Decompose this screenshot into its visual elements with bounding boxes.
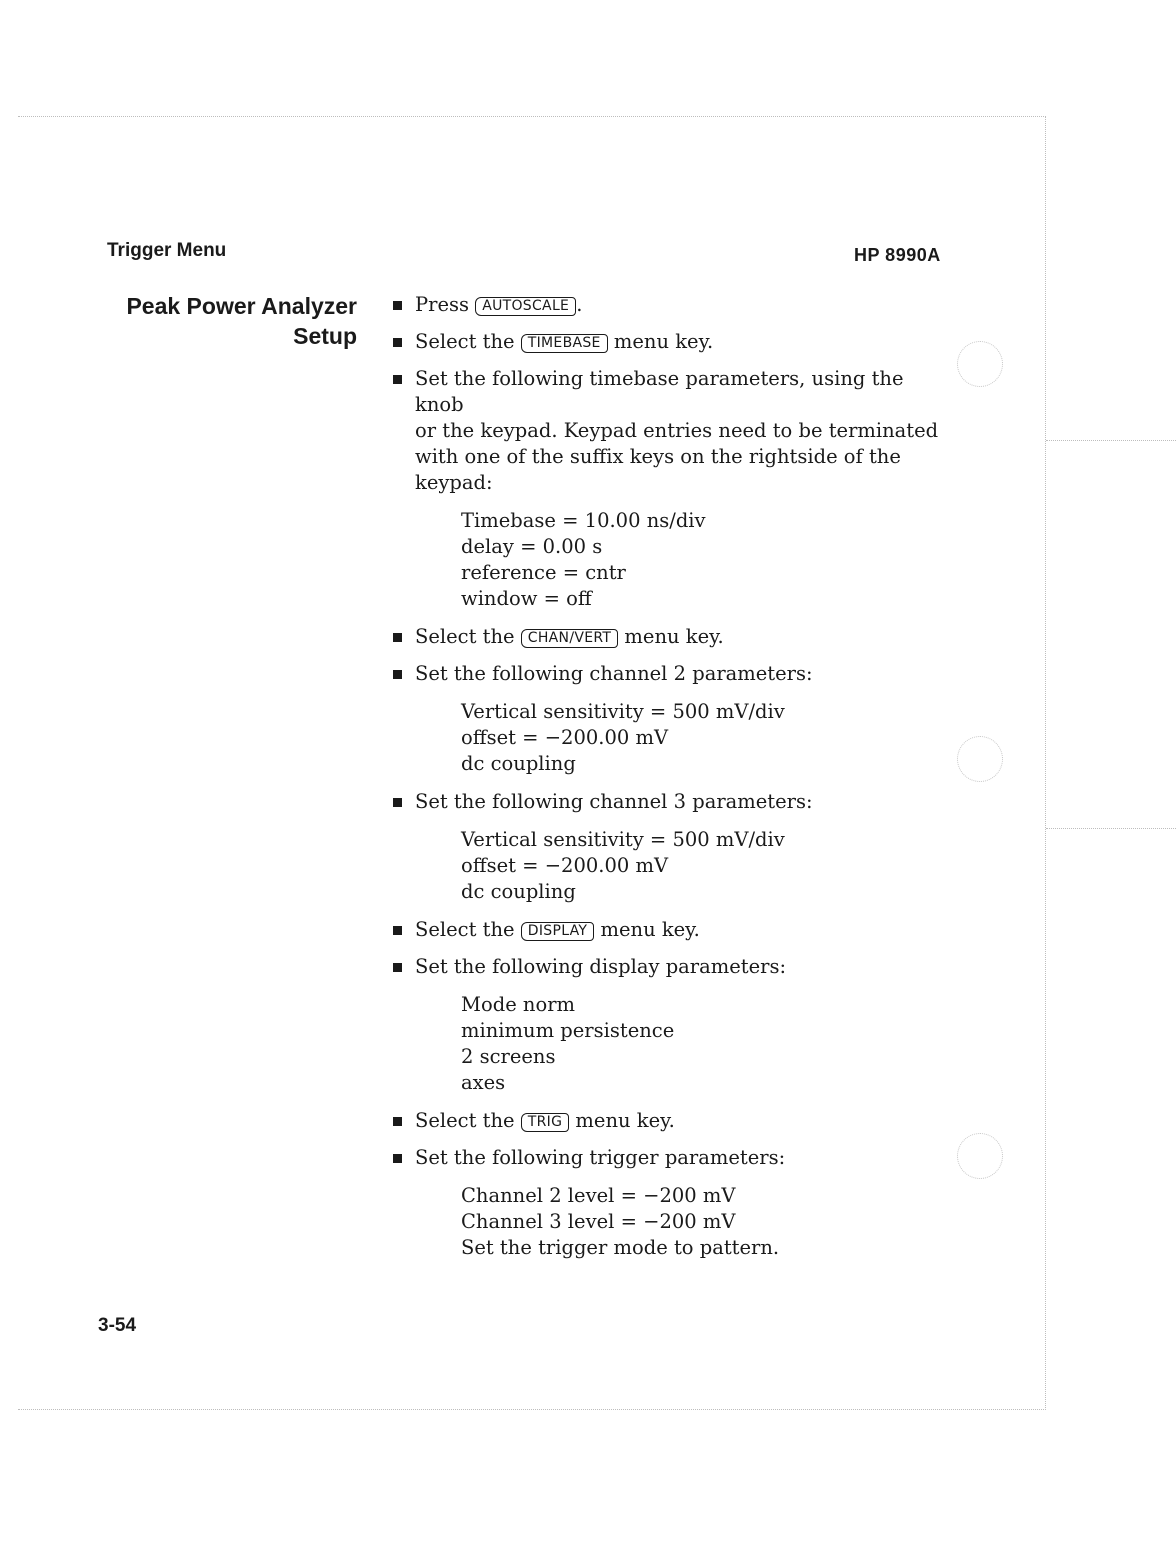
punch-hole-bottom [957, 1133, 1003, 1179]
param-line: Vertical sensitivity = 500 mV/div [461, 828, 785, 851]
param-list [461, 827, 949, 905]
bullet-icon [393, 338, 402, 347]
param-line: reference = cntr [461, 561, 626, 584]
page-border-right [1045, 116, 1046, 1410]
param-line: dc coupling [461, 880, 576, 903]
param-line: delay = 0.00 s [461, 535, 603, 558]
step-channel-2-params [389, 661, 949, 777]
punch-hole-top [957, 341, 1003, 387]
bullet-icon [393, 926, 402, 935]
bullet-icon [393, 301, 402, 310]
setup-steps [389, 292, 949, 1273]
section-title-line: Setup [293, 323, 357, 349]
punch-hole-middle [957, 736, 1003, 782]
timebase-key[interactable]: TIMEBASE [521, 334, 608, 353]
param-line: Set the trigger mode to pattern. [461, 1236, 780, 1259]
param-line: axes [461, 1071, 506, 1094]
param-line: offset = −200.00 mV [461, 854, 669, 877]
bullet-icon [393, 1117, 402, 1126]
section-title [90, 291, 357, 351]
step-text: Set the following trigger parameters: [415, 1146, 786, 1169]
param-line: window = off [461, 587, 592, 610]
param-line: Timebase = 10.00 ns/div [461, 509, 706, 532]
param-line: Channel 2 level = −200 mV [461, 1184, 736, 1207]
autoscale-key[interactable]: AUTOSCALE [475, 297, 576, 316]
step-trigger-params [389, 1145, 949, 1261]
step-text: Set the following display parameters: [415, 955, 787, 978]
step-select-trig: Select the TRIG menu key. [389, 1108, 949, 1134]
param-list [461, 1183, 949, 1261]
running-header-right: HP 8990A [854, 245, 941, 265]
section-title-line: Peak Power Analyzer [126, 293, 357, 319]
bullet-icon [393, 633, 402, 642]
param-line: Vertical sensitivity = 500 mV/div [461, 700, 785, 723]
step-press-autoscale: Press AUTOSCALE . [389, 292, 949, 318]
step-select-chan-vert: Select the CHAN/VERT menu key. [389, 624, 949, 650]
step-channel-3-params [389, 789, 949, 905]
param-line: offset = −200.00 mV [461, 726, 669, 749]
step-text: Set the following channel 2 parameters: [415, 662, 813, 685]
page-border-bottom [18, 1409, 1046, 1410]
param-list [461, 992, 949, 1096]
tab-guide-lower [1046, 828, 1176, 829]
tab-guide-upper [1046, 440, 1176, 441]
trig-key[interactable]: TRIG [521, 1113, 569, 1132]
param-line: Channel 3 level = −200 mV [461, 1210, 736, 1233]
chan-vert-key[interactable]: CHAN/VERT [521, 629, 618, 648]
bullet-icon [393, 375, 402, 384]
running-header-left: Trigger Menu [107, 240, 227, 261]
step-text: Set the following timebase parameters, using the knob or the keypad. Keypad entries need to be terminated with one of the suffix keys on the rightside of the keypad: [415, 367, 939, 494]
step-display-params [389, 954, 949, 1096]
param-list [461, 508, 949, 612]
step-text: Set the following channel 3 parameters: [415, 790, 813, 813]
param-list [461, 699, 949, 777]
param-line: 2 screens [461, 1045, 556, 1068]
step-select-display: Select the DISPLAY menu key. [389, 917, 949, 943]
page-number: 3-54 [98, 1315, 137, 1336]
bullet-icon [393, 963, 402, 972]
param-line: minimum persistence [461, 1019, 675, 1042]
step-select-timebase: Select the TIMEBASE menu key. [389, 329, 949, 355]
bullet-icon [393, 798, 402, 807]
bullet-icon [393, 670, 402, 679]
param-line: Mode norm [461, 993, 576, 1016]
display-key[interactable]: DISPLAY [521, 922, 595, 941]
param-line: dc coupling [461, 752, 576, 775]
step-timebase-params [389, 366, 949, 612]
page-border-top [18, 116, 1046, 117]
bullet-icon [393, 1154, 402, 1163]
